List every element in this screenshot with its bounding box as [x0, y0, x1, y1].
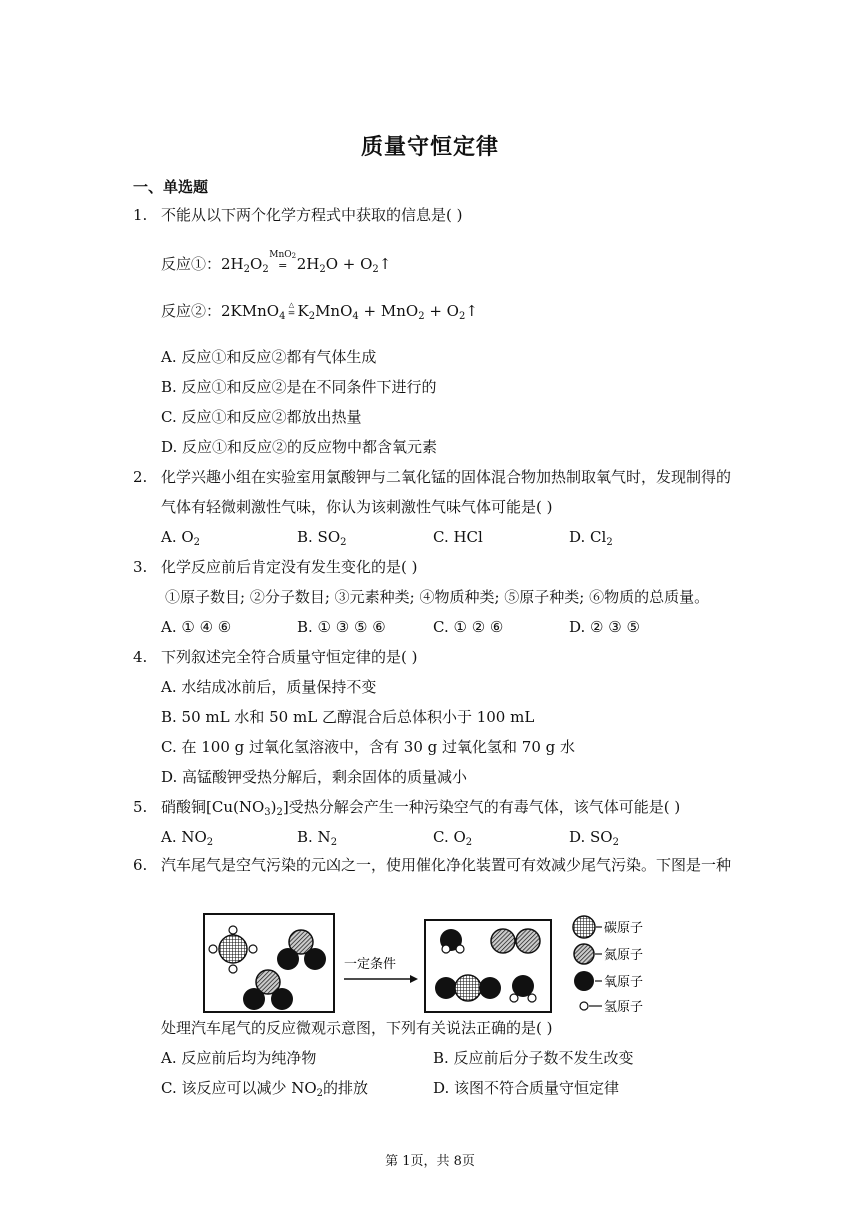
hydrogen-atom — [249, 945, 257, 953]
hydrogen-atom — [528, 994, 536, 1002]
legend-nitrogen-symbol — [574, 944, 594, 964]
question-5-stem: 硝酸铜$[Cu(NO_3)_2]$受热分解会产生一种污染空气的有毒气体，该气体可能是( ) — [161, 798, 681, 818]
nitrogen-atom — [516, 929, 540, 953]
q1-option-b[interactable]: B. 反应①和反应②是在不同条件下进行的 — [161, 378, 437, 396]
hydrogen-atom — [209, 945, 217, 953]
question-3-stem: 化学反应前后肯定没有发生变化的是( ) — [161, 558, 418, 576]
question-5-number: 5. — [133, 798, 148, 816]
q3-option-c[interactable]: C. ① ② ⑥ — [433, 618, 504, 636]
page-title: 质量守恒定律 — [360, 134, 499, 160]
hydrogen-atom — [510, 994, 518, 1002]
question-4-stem: 下列叙述完全符合质量守恒定律的是( ) — [161, 648, 418, 666]
q2-option-b[interactable]: B. $SO_2$ — [297, 528, 347, 548]
carbon-atom — [219, 935, 247, 963]
question-3-number: 3. — [133, 558, 148, 576]
question-6-number: 6. — [133, 856, 148, 874]
legend-carbon-symbol — [573, 916, 595, 938]
question-2-number: 2. — [133, 468, 148, 486]
nitrogen-atom — [491, 929, 515, 953]
oxygen-atom — [271, 988, 293, 1010]
q3-option-d[interactable]: D. ② ③ ⑤ — [569, 618, 640, 636]
q1-option-c[interactable]: C. 反应①和反应②都放出热量 — [161, 408, 362, 426]
q2-option-c[interactable]: C. HCl — [433, 528, 483, 546]
q6-option-a[interactable]: A. 反应前后均为纯净物 — [161, 1049, 317, 1067]
q4-option-a[interactable]: A. 水结成冰前后，质量保持不变 — [161, 678, 377, 696]
question-1-stem: 不能从以下两个化学方程式中获取的信息是( ) — [161, 206, 463, 224]
legend-carbon-label: 碳原子 — [604, 921, 644, 936]
hydrogen-atom — [442, 945, 450, 953]
oxygen-atom — [304, 948, 326, 970]
q3-option-a[interactable]: A. ① ④ ⑥ — [161, 618, 232, 636]
reaction-micro-diagram — [196, 912, 736, 1018]
q5-option-d[interactable]: D. $SO_2$ — [569, 828, 619, 848]
question-1-number: 1. — [133, 206, 148, 224]
q4-option-b[interactable]: B. 50 mL 水和 50 mL 乙醇混合后总体积小于 100 mL — [161, 708, 535, 726]
legend-oxygen-symbol — [574, 971, 594, 991]
legend-hydrogen-symbol — [580, 1002, 588, 1010]
q2-option-d[interactable]: D. $Cl_2$ — [569, 528, 613, 548]
q5-option-b[interactable]: B. $N_2$ — [297, 828, 338, 848]
reaction-1-equation: 反应①：$2H_2O_2$ MnO$_2$ = $2H_2O$ + $O_2↑$ — [161, 250, 392, 275]
section-heading: 一、单选题 — [133, 178, 209, 196]
q5-option-c[interactable]: C. $O_2$ — [433, 828, 473, 848]
legend-nitrogen-label: 氮原子 — [604, 948, 644, 963]
question-4-number: 4. — [133, 648, 148, 666]
question-2-line1: 化学兴趣小组在实验室用氯酸钾与二氧化锰的固体混合物加热制取氧气时，发现制得的 — [161, 468, 732, 486]
q6-option-c[interactable]: C. 该反应可以减少 $NO_2$的排放 — [161, 1079, 369, 1099]
q6-option-d[interactable]: D. 该图不符合质量守恒定律 — [433, 1079, 620, 1097]
hydrogen-atom — [229, 926, 237, 934]
condition-label: 一定条件 — [344, 957, 397, 972]
q6-option-b[interactable]: B. 反应前后分子数不发生改变 — [433, 1049, 634, 1067]
legend-oxygen-label: 氧原子 — [604, 975, 644, 990]
q3-option-b[interactable]: B. ① ③ ⑤ ⑥ — [297, 618, 386, 636]
oxygen-atom — [243, 988, 265, 1010]
q4-option-d[interactable]: D. 高锰酸钾受热分解后，剩余固体的质量减小 — [161, 768, 468, 786]
hydrogen-atom — [456, 945, 464, 953]
q5-option-a[interactable]: A. $NO_2$ — [161, 828, 214, 848]
q2-option-a[interactable]: A. $O_2$ — [161, 528, 201, 548]
question-6-line1: 汽车尾气是空气污染的元凶之一，使用催化净化装置可有效减少尾气污染。下图是一种 — [161, 856, 732, 874]
question-6-line2: 处理汽车尾气的反应微观示意图，下列有关说法正确的是( ) — [161, 1019, 553, 1037]
oxygen-atom — [479, 977, 501, 999]
q1-option-d[interactable]: D. 反应①和反应②的反应物中都含氧元素 — [161, 438, 438, 456]
reaction-2-equation: 反应②：2KMnO$_4$ △ = $K_2MnO_4 + MnO_2$ + $O_2↑$ — [161, 301, 478, 322]
q4-option-c[interactable]: C. 在 100 g 过氧化氢溶液中，含有 30 g 过氧化氢和 70 g 水 — [161, 738, 576, 756]
q1-option-a[interactable]: A. 反应①和反应②都有气体生成 — [161, 348, 377, 366]
oxygen-atom — [277, 948, 299, 970]
oxygen-atom — [435, 977, 457, 999]
legend-hydrogen-label: 氢原子 — [604, 1000, 644, 1015]
arrow-head — [410, 975, 418, 983]
question-2-line2: 气体有轻微刺激性气味，你认为该刺激性气味气体可能是( ) — [161, 498, 553, 516]
carbon-atom — [455, 975, 481, 1001]
question-3-items: ①原子数目; ②分子数目; ③元素种类; ④物质种类; ⑤原子种类; ⑥物质的总质量。 — [165, 588, 710, 606]
page-footer: 第 1页，共 8页 — [385, 1154, 475, 1169]
hydrogen-atom — [229, 965, 237, 973]
